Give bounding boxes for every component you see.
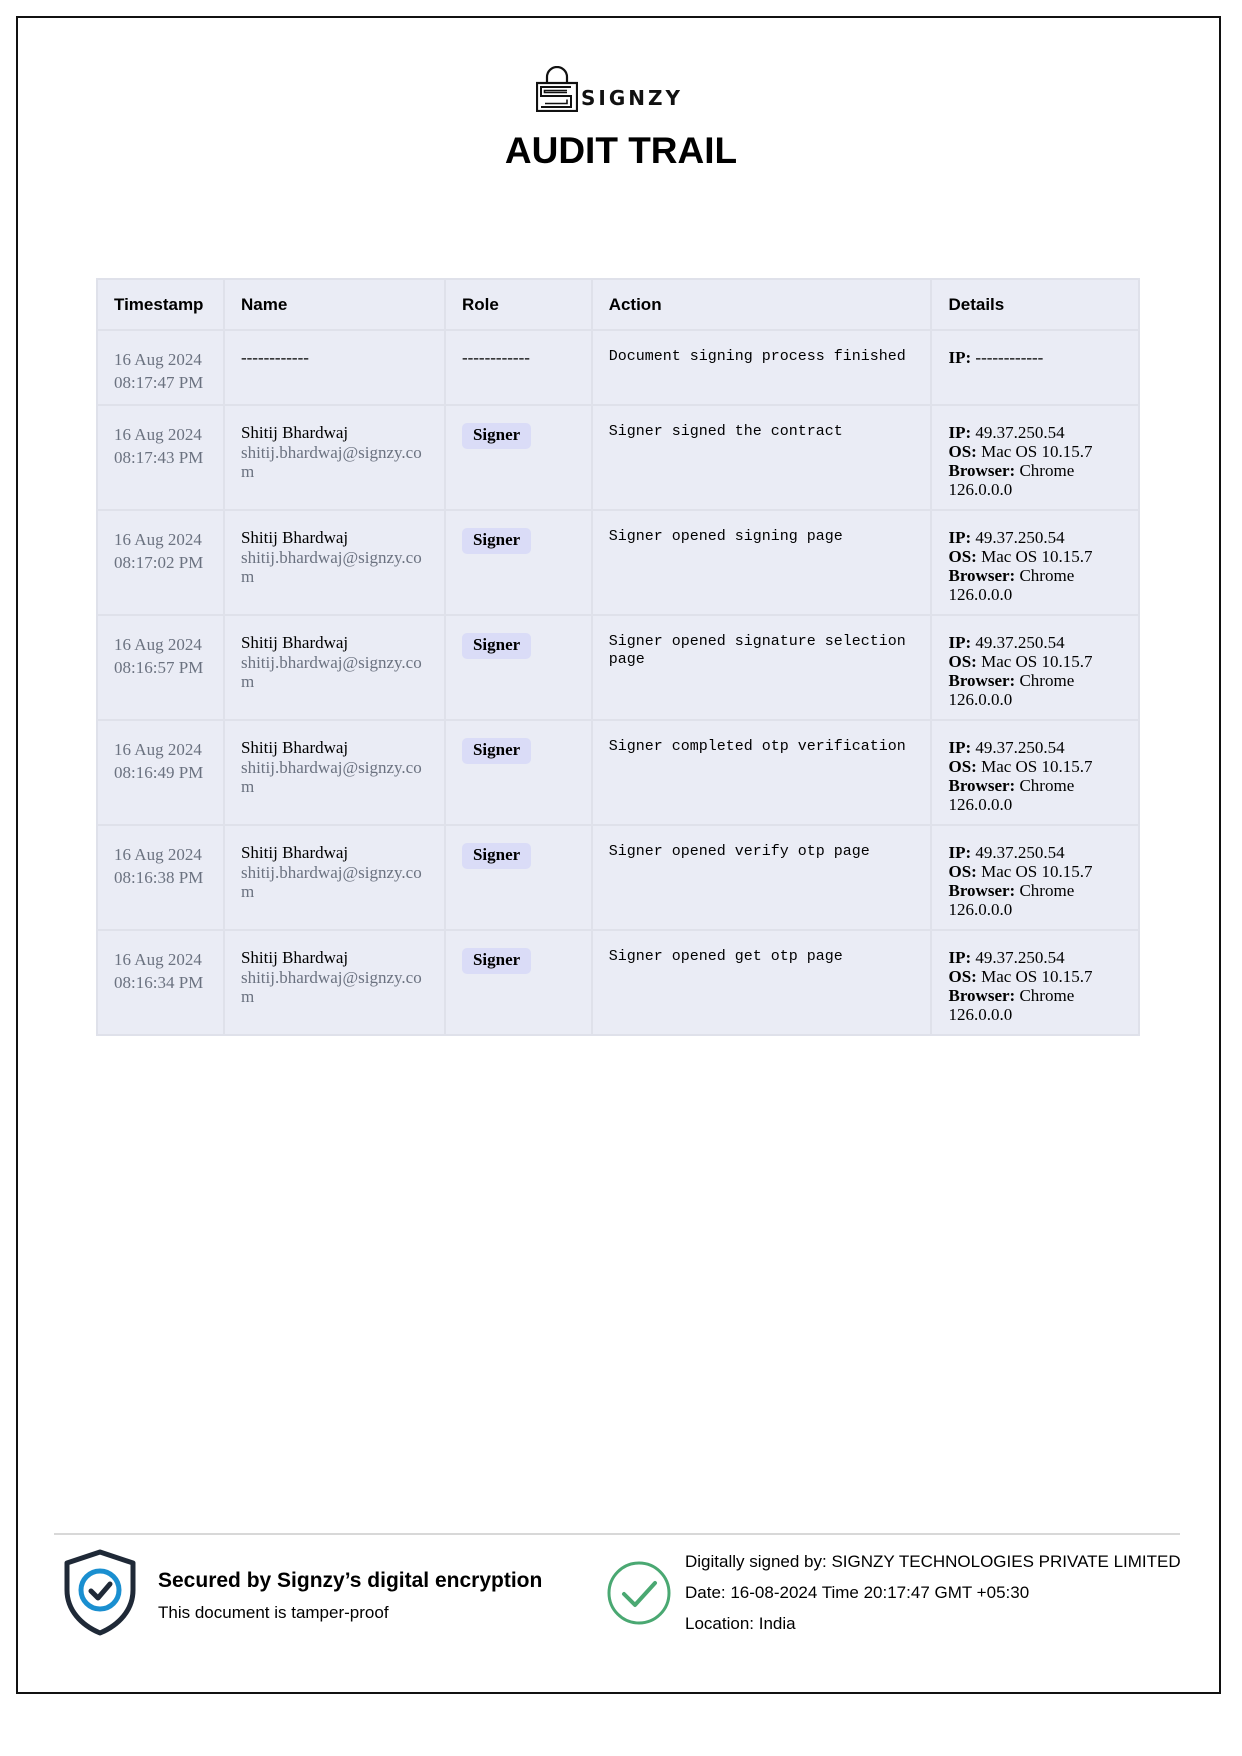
- role-cell: [445, 825, 592, 930]
- row-action: Signer opened signature selection page: [608, 633, 906, 668]
- role-badge: Signer: [462, 843, 531, 869]
- row-browser: Chrome: [1019, 881, 1075, 900]
- column-header-role: Role: [445, 279, 592, 330]
- role-badge: Signer: [462, 738, 531, 764]
- row-browser-version: 126.0.0.0: [948, 795, 1013, 814]
- row-time: 08:16:38 PM: [114, 868, 204, 887]
- row-ip: 49.37.250.54: [975, 948, 1065, 967]
- table-row: [97, 330, 1139, 405]
- row-ip: 49.37.250.54: [975, 633, 1065, 652]
- row-browser-version: 126.0.0.0: [948, 690, 1013, 709]
- table-row: [97, 510, 1139, 615]
- row-ip: 49.37.250.54: [975, 528, 1065, 547]
- row-action: Signer signed the contract: [608, 423, 843, 440]
- column-header-timestamp: Timestamp: [97, 279, 224, 330]
- browser-label: Browser:: [948, 881, 1016, 900]
- details-cell: [931, 405, 1139, 510]
- details-cell: [931, 930, 1139, 1035]
- timestamp-cell: [97, 330, 224, 405]
- row-browser: Chrome: [1019, 986, 1075, 1005]
- details-cell: [931, 720, 1139, 825]
- check-circle-icon: [606, 1560, 672, 1626]
- action-cell: [592, 825, 932, 930]
- os-label: OS:: [948, 967, 977, 986]
- logo-wordmark: SIGNZY: [581, 86, 683, 110]
- row-email: shitij.bhardwaj@signzy.com: [240, 863, 422, 901]
- timestamp-cell: [97, 510, 224, 615]
- row-browser: Chrome: [1019, 671, 1075, 690]
- timestamp-cell: [97, 930, 224, 1035]
- row-time: 08:17:43 PM: [114, 448, 204, 467]
- ip-label: IP:: [948, 843, 972, 862]
- row-browser-version: 126.0.0.0: [948, 585, 1013, 604]
- row-time: 08:17:02 PM: [114, 553, 204, 572]
- row-role: ------------: [461, 348, 530, 367]
- role-badge: Signer: [462, 633, 531, 659]
- audit-table: [96, 278, 1140, 1036]
- row-browser-version: 126.0.0.0: [948, 900, 1013, 919]
- ip-label: IP:: [948, 633, 972, 652]
- row-action: Signer opened verify otp page: [608, 843, 870, 860]
- row-email: shitij.bhardwaj@signzy.com: [240, 548, 422, 586]
- role-badge: Signer: [462, 528, 531, 554]
- signzy-logo: [536, 66, 706, 122]
- action-cell: [592, 930, 932, 1035]
- action-cell: [592, 330, 932, 405]
- role-cell: [445, 720, 592, 825]
- row-ip: 49.37.250.54: [975, 738, 1065, 757]
- row-ip: 49.37.250.54: [975, 423, 1065, 442]
- browser-label: Browser:: [948, 986, 1016, 1005]
- os-label: OS:: [948, 652, 977, 671]
- role-cell: [445, 930, 592, 1035]
- table-row: [97, 825, 1139, 930]
- shield-check-icon: [62, 1548, 138, 1636]
- name-cell: [224, 330, 445, 405]
- row-name: Shitij Bhardwaj: [240, 528, 349, 547]
- timestamp-cell: [97, 615, 224, 720]
- row-email: shitij.bhardwaj@signzy.com: [240, 443, 422, 481]
- role-cell: [445, 405, 592, 510]
- row-name: Shitij Bhardwaj: [240, 948, 349, 967]
- row-date: 16 Aug 2024: [114, 635, 202, 654]
- row-name: ------------: [240, 348, 309, 367]
- row-name: Shitij Bhardwaj: [240, 633, 349, 652]
- timestamp-cell: [97, 825, 224, 930]
- row-action: Signer opened get otp page: [608, 948, 843, 965]
- row-os: Mac OS 10.15.7: [981, 547, 1093, 566]
- signature-date-text: Date: 16-08-2024 Time 20:17:47 GMT +05:30: [685, 1583, 1030, 1602]
- details-cell: [931, 615, 1139, 720]
- name-cell: [224, 615, 445, 720]
- row-time: 08:16:34 PM: [114, 973, 204, 992]
- row-os: Mac OS 10.15.7: [981, 862, 1093, 881]
- row-name: Shitij Bhardwaj: [240, 843, 349, 862]
- row-ip: ------------: [975, 348, 1044, 367]
- table-row: [97, 615, 1139, 720]
- row-date: 16 Aug 2024: [114, 845, 202, 864]
- row-time: 08:17:47 PM: [114, 373, 204, 392]
- row-date: 16 Aug 2024: [114, 740, 202, 759]
- os-label: OS:: [948, 547, 977, 566]
- action-cell: [592, 405, 932, 510]
- row-action: Signer completed otp verification: [608, 738, 906, 755]
- row-date: 16 Aug 2024: [114, 530, 202, 549]
- row-action: Signer opened signing page: [608, 528, 843, 545]
- row-browser-version: 126.0.0.0: [948, 1005, 1013, 1024]
- row-os: Mac OS 10.15.7: [981, 652, 1093, 671]
- action-cell: [592, 510, 932, 615]
- details-cell: [931, 330, 1139, 405]
- role-cell: [445, 330, 592, 405]
- name-cell: [224, 720, 445, 825]
- browser-label: Browser:: [948, 566, 1016, 585]
- os-label: OS:: [948, 442, 977, 461]
- row-time: 08:16:57 PM: [114, 658, 204, 677]
- footer-divider: [54, 1533, 1180, 1535]
- security-subtitle: This document is tamper-proof: [158, 1603, 389, 1622]
- row-browser: Chrome: [1019, 461, 1075, 480]
- role-badge: Signer: [462, 423, 531, 449]
- row-email: shitij.bhardwaj@signzy.com: [240, 653, 422, 691]
- row-date: 16 Aug 2024: [114, 950, 202, 969]
- timestamp-cell: [97, 720, 224, 825]
- browser-label: Browser:: [948, 461, 1016, 480]
- column-header-name: Name: [224, 279, 445, 330]
- column-header-details: Details: [931, 279, 1139, 330]
- os-label: OS:: [948, 757, 977, 776]
- action-cell: [592, 615, 932, 720]
- page-title: AUDIT TRAIL: [504, 130, 738, 171]
- row-browser: Chrome: [1019, 566, 1075, 585]
- signed-by-text: Digitally signed by: SIGNZY TECHNOLOGIES PRIVATE LIMITED: [685, 1552, 1181, 1571]
- signature-location-text: Location: India: [685, 1614, 796, 1633]
- browser-label: Browser:: [948, 776, 1016, 795]
- name-cell: [224, 510, 445, 615]
- row-name: Shitij Bhardwaj: [240, 738, 349, 757]
- row-browser: Chrome: [1019, 776, 1075, 795]
- row-email: shitij.bhardwaj@signzy.com: [240, 968, 422, 1006]
- name-cell: [224, 930, 445, 1035]
- os-label: OS:: [948, 862, 977, 881]
- ip-label: IP:: [948, 528, 972, 547]
- role-cell: [445, 615, 592, 720]
- name-cell: [224, 405, 445, 510]
- table-header-row: [97, 279, 1139, 330]
- row-os: Mac OS 10.15.7: [981, 757, 1093, 776]
- lock-logo-icon: [536, 66, 578, 112]
- details-cell: [931, 825, 1139, 930]
- row-date: 16 Aug 2024: [114, 350, 202, 369]
- row-time: 08:16:49 PM: [114, 763, 204, 782]
- ip-label: IP:: [948, 738, 972, 757]
- row-name: Shitij Bhardwaj: [240, 423, 349, 442]
- timestamp-cell: [97, 405, 224, 510]
- action-cell: [592, 720, 932, 825]
- role-cell: [445, 510, 592, 615]
- row-os: Mac OS 10.15.7: [981, 442, 1093, 461]
- details-cell: [931, 510, 1139, 615]
- role-badge: Signer: [462, 948, 531, 974]
- ip-label: IP:: [948, 348, 972, 367]
- column-header-action: Action: [592, 279, 932, 330]
- table-row: [97, 930, 1139, 1035]
- row-action: Document signing process finished: [608, 348, 906, 365]
- browser-label: Browser:: [948, 671, 1016, 690]
- row-email: shitij.bhardwaj@signzy.com: [240, 758, 422, 796]
- row-date: 16 Aug 2024: [114, 425, 202, 444]
- row-browser-version: 126.0.0.0: [948, 480, 1013, 499]
- table-row: [97, 720, 1139, 825]
- ip-label: IP:: [948, 423, 972, 442]
- table-row: [97, 405, 1139, 510]
- ip-label: IP:: [948, 948, 972, 967]
- row-os: Mac OS 10.15.7: [981, 967, 1093, 986]
- name-cell: [224, 825, 445, 930]
- row-ip: 49.37.250.54: [975, 843, 1065, 862]
- security-title: Secured by Signzy’s digital encryption: [158, 1569, 543, 1592]
